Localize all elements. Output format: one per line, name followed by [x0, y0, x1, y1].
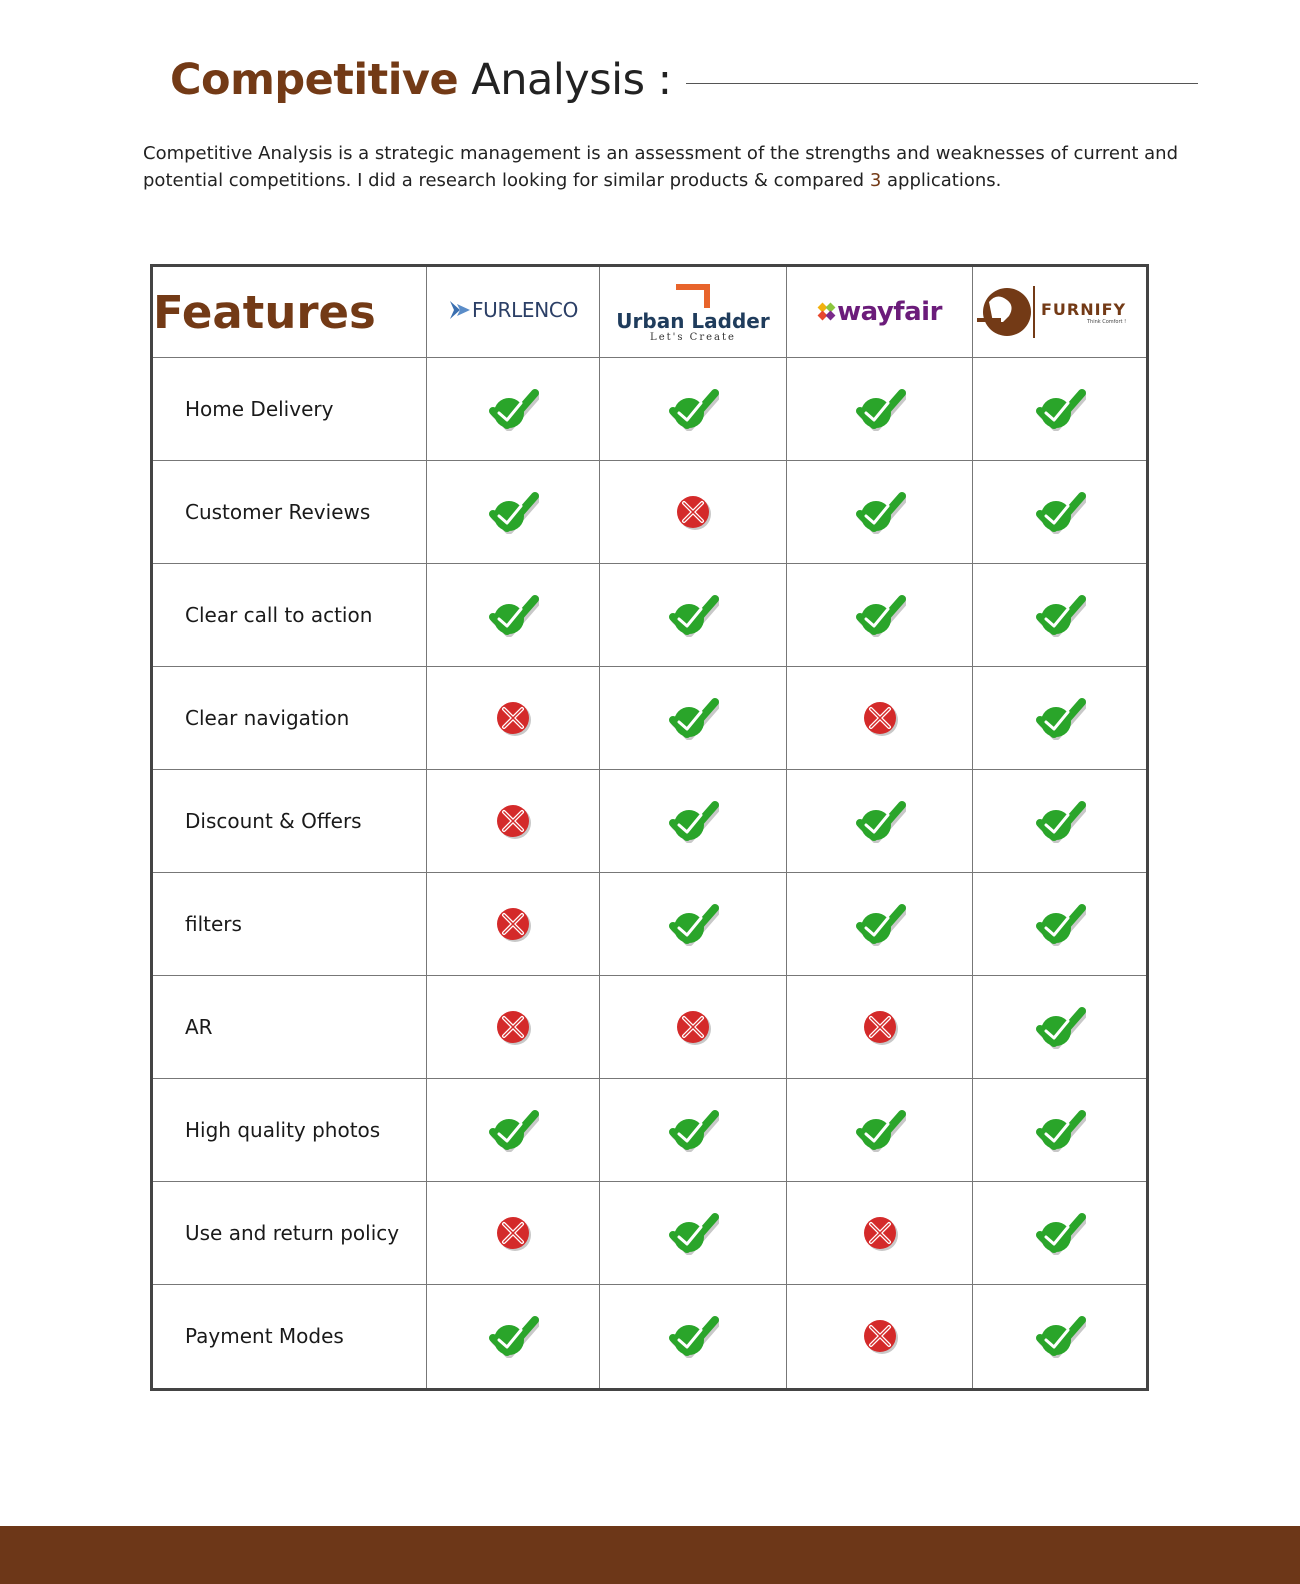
- cell-furlenco: [427, 563, 600, 666]
- table-row: [152, 666, 1148, 769]
- feature-label: Payment Modes: [152, 1284, 427, 1389]
- cell-wayfair: [787, 460, 973, 563]
- cell-furlenco: [427, 666, 600, 769]
- cross-icon: [854, 1314, 906, 1358]
- urban-ladder-logo: [600, 282, 786, 343]
- check-icon: [487, 1314, 539, 1358]
- cross-icon: [667, 1005, 719, 1049]
- cross-icon: [487, 696, 539, 740]
- cell-furnify: [973, 563, 1148, 666]
- footer-bar: [0, 1526, 1300, 1584]
- check-icon: [487, 490, 539, 534]
- title-accent: Competitive: [170, 55, 459, 105]
- furnify-text-group: [1041, 300, 1126, 325]
- feature-label: Use and return policy: [152, 1181, 427, 1284]
- check-icon: [1034, 1108, 1086, 1152]
- table-row: [152, 460, 1148, 563]
- furnify-logo-icon: [973, 282, 1035, 342]
- title-rest: Analysis :: [458, 55, 672, 105]
- cell-urban-ladder: [600, 666, 787, 769]
- urban-ladder-logo-icon: [673, 282, 713, 310]
- competitor-furnify: [973, 266, 1148, 358]
- cell-urban-ladder: [600, 563, 787, 666]
- intro-number: 3: [869, 170, 882, 191]
- cell-furnify: [973, 460, 1148, 563]
- check-icon: [1034, 593, 1086, 637]
- cell-wayfair: [787, 358, 973, 461]
- check-icon: [854, 387, 906, 431]
- check-icon: [1034, 490, 1086, 534]
- cell-wayfair: [787, 563, 973, 666]
- furlenco-logo-icon: [448, 298, 472, 322]
- cell-furnify: [973, 666, 1148, 769]
- cross-icon: [487, 1211, 539, 1255]
- cell-urban-ladder: [600, 872, 787, 975]
- cell-wayfair: [787, 1181, 973, 1284]
- page-header: [170, 52, 1198, 108]
- check-icon: [667, 696, 719, 740]
- cell-wayfair: [787, 666, 973, 769]
- cell-furlenco: [427, 1181, 600, 1284]
- feature-label: Discount & Offers: [152, 769, 427, 872]
- features-heading: Features: [152, 266, 427, 358]
- check-icon: [854, 799, 906, 843]
- title-rule: [686, 83, 1198, 84]
- furlenco-logo: [448, 298, 578, 322]
- table-row: [152, 358, 1148, 461]
- feature-label: Home Delivery: [152, 358, 427, 461]
- cell-furlenco: [427, 460, 600, 563]
- intro-paragraph: [143, 140, 1203, 194]
- check-icon: [854, 902, 906, 946]
- cell-furnify: [973, 975, 1148, 1078]
- check-icon: [854, 1108, 906, 1152]
- cell-furnify: [973, 1078, 1148, 1181]
- cell-urban-ladder: [600, 769, 787, 872]
- cell-urban-ladder: [600, 975, 787, 1078]
- check-icon: [667, 1314, 719, 1358]
- table-header-row: [152, 266, 1148, 358]
- check-icon: [854, 490, 906, 534]
- cell-wayfair: [787, 1078, 973, 1181]
- page-title: [170, 55, 672, 105]
- check-icon: [667, 1211, 719, 1255]
- check-icon: [1034, 1211, 1086, 1255]
- feature-label: filters: [152, 872, 427, 975]
- cross-icon: [487, 902, 539, 946]
- feature-label: High quality photos: [152, 1078, 427, 1181]
- table-row: [152, 975, 1148, 1078]
- cell-furnify: [973, 1181, 1148, 1284]
- competitor-furlenco: [427, 266, 600, 358]
- check-icon: [487, 387, 539, 431]
- cell-urban-ladder: [600, 1078, 787, 1181]
- furnify-name: FURNIFY: [1041, 299, 1127, 319]
- furlenco-name: FURLENCO: [471, 298, 579, 322]
- check-icon: [667, 902, 719, 946]
- cell-furlenco: [427, 872, 600, 975]
- cross-icon: [667, 490, 719, 534]
- cell-furlenco: [427, 1078, 600, 1181]
- check-icon: [667, 387, 719, 431]
- check-icon: [487, 1108, 539, 1152]
- feature-label: Clear call to action: [152, 563, 427, 666]
- check-icon: [667, 593, 719, 637]
- feature-label: Customer Reviews: [152, 460, 427, 563]
- table-row: [152, 563, 1148, 666]
- cell-furlenco: [427, 975, 600, 1078]
- cell-wayfair: [787, 872, 973, 975]
- feature-label: Clear navigation: [152, 666, 427, 769]
- wayfair-logo: [817, 297, 942, 327]
- urban-ladder-name: Urban Ladder: [616, 308, 770, 333]
- cross-icon: [487, 799, 539, 843]
- table-row: [152, 1078, 1148, 1181]
- competitor-urban-ladder: [600, 266, 787, 358]
- cell-wayfair: [787, 1284, 973, 1389]
- check-icon: [1034, 1005, 1086, 1049]
- check-icon: [854, 593, 906, 637]
- cell-furlenco: [427, 769, 600, 872]
- check-icon: [1034, 1314, 1086, 1358]
- cell-wayfair: [787, 769, 973, 872]
- cell-furnify: [973, 1284, 1148, 1389]
- wayfair-logo-icon: [817, 302, 837, 322]
- feature-label: AR: [152, 975, 427, 1078]
- cell-wayfair: [787, 975, 973, 1078]
- check-icon: [1034, 902, 1086, 946]
- cell-urban-ladder: [600, 1284, 787, 1389]
- check-icon: [667, 799, 719, 843]
- cross-icon: [487, 1005, 539, 1049]
- competitor-wayfair: [787, 266, 973, 358]
- cell-urban-ladder: [600, 460, 787, 563]
- check-icon: [1034, 799, 1086, 843]
- cell-urban-ladder: [600, 358, 787, 461]
- furnify-tagline: Think Comfort !: [1086, 318, 1127, 325]
- table-row: [152, 872, 1148, 975]
- table-row: [152, 769, 1148, 872]
- check-icon: [487, 593, 539, 637]
- urban-ladder-tagline: Let's Create: [650, 331, 736, 343]
- cell-furnify: [973, 769, 1148, 872]
- cell-urban-ladder: [600, 1181, 787, 1284]
- check-icon: [1034, 387, 1086, 431]
- table-row: [152, 1284, 1148, 1389]
- comparison-table: [150, 264, 1149, 1391]
- cell-furnify: [973, 872, 1148, 975]
- furnify-logo: [973, 282, 1146, 342]
- check-icon: [1034, 696, 1086, 740]
- cross-icon: [854, 1005, 906, 1049]
- check-icon: [667, 1108, 719, 1152]
- intro-text-before: Competitive Analysis is a strategic management is an assessment of the strengths and weaknesses of current and potential competitions. I did a research looking for similar products & compared: [143, 143, 1179, 191]
- intro-text-after: applications.: [881, 170, 1002, 191]
- wayfair-name: wayfair: [837, 297, 942, 327]
- cross-icon: [854, 1211, 906, 1255]
- cell-furnify: [973, 358, 1148, 461]
- cross-icon: [854, 696, 906, 740]
- table-row: [152, 1181, 1148, 1284]
- cell-furlenco: [427, 1284, 600, 1389]
- cell-furlenco: [427, 358, 600, 461]
